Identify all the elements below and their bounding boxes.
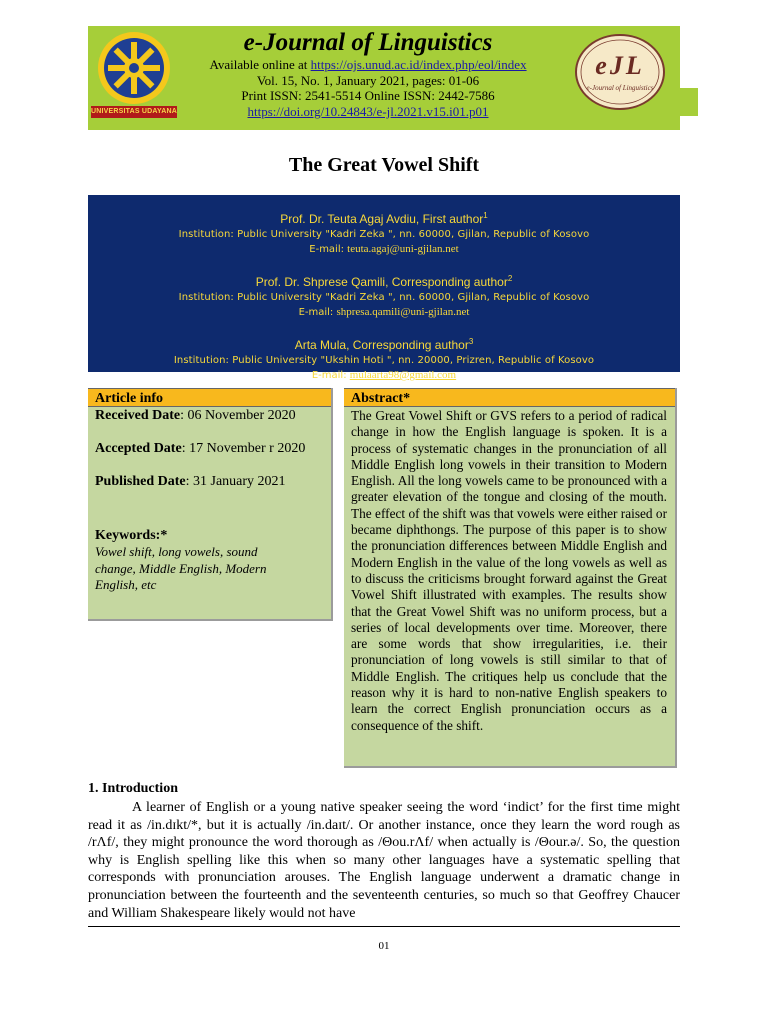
author-2-sup: 2 [507,274,513,283]
author-2-email-address[interactable]: shpresa.qamili@uni-gjilan.net [336,306,470,318]
author-2-email-label: E-mail: [298,307,337,318]
introduction-heading: 1. Introduction [88,781,178,796]
author-block [88,195,680,381]
keywords-heading: Keywords:* [95,528,168,543]
author-1-sup: 1 [483,211,488,220]
author-3-institution: Institution: Public University "Ukshin Hoti ", nn. 20000, Prizren, Republic of Kosovo [173,355,595,366]
author-1-email-label: E-mail: [309,244,348,255]
footer-divider [88,926,680,927]
published-date [95,474,331,490]
keywords-list: Vowel shift, long vowels, sound change, Middle English, Modern English, etc [95,544,267,592]
availability-prefix: Available online at [209,57,311,72]
ejl-journal-logo [574,32,666,112]
article-info-box [88,388,333,621]
accepted-date-label: Accepted Date [95,441,182,456]
abstract-box [344,388,677,768]
author-3-email [88,368,680,383]
author-1-name-text: Prof. Dr. Teuta Agaj Avdiu, First author [280,212,484,226]
accepted-date-value: : 17 November r 2020 [181,441,306,456]
received-date [95,408,331,424]
author-3-email-label: E-mail: [311,370,350,381]
accepted-date [95,441,331,457]
author-3-name-text: Arta Mula, Corresponding author [294,338,469,352]
received-date-value: : 06 November 2020 [180,408,296,423]
article-info-heading: Article info [88,388,331,407]
author-1-email-address[interactable]: teuta.agaj@uni-gjilan.net [347,243,459,255]
page-number: 01 [378,940,390,952]
doi-link[interactable]: https://doi.org/10.24843/e-jl.2021.v15.i01.p01 [247,103,489,119]
author-3-sup: 3 [468,337,474,346]
abstract-text: The Great Vowel Shift or GVS refers to a period of radical change in how the English language is spoken. It is a process of systematic changes in the pronunciation of all Middle English long vowels in their transition to Modern English. All the long vowels came to be pronounced with a greater elevation of the tongue and closing of the mouth. The effect of the shift was that vowels were either raised or became diphthongs. The purpose of this paper is to show the pronunciation differences between Middle English and Modern English in the value of the long vowels as well as to discuss the criticisms brought forward against the Great Vowel Shift illustrated with examples. The results show that the Great Vowel Shift was no uniform process, but a series of local developments over time. Moreover, there are some words that show irregularities, i.e. their pronunciation of long vowels is still similar to that of Middle English. The critiques help us conclude that the reason why it is hard to non-native English speakers to learn the correct English pronunciation occurs as a consequence of the shift. [351,408,667,733]
abstract-heading: Abstract* [344,388,675,407]
ejl-logo-caption: e-Journal of Linguistics [586,84,654,92]
ejl-logo-letters: eJL [595,51,645,80]
university-seal-caption: UNIVERSITAS UDAYANA [91,106,177,118]
introduction-text: A learner of English or a young native speaker seeing the word ‘indict’ for the first time might read it as /in.dɪkt/*, but it is actually /in.daɪt/. Or another instance, once they learn the word rough as /rΛf/, they might pronounce the word thorough as /Θou.rΛf/ when actually is /Θour.ə/. So, the question why is English spelling like this when so many other languages have a systematic spelling that corresponds with pronunciation arouses. The English language underwent a dramatic change in pronunciation between the fourteenth and the seventeenth centuries, so much so that Geoffrey Chaucer and William Shakespeare likely would not have [88,800,680,921]
paper-title: The Great Vowel Shift [288,154,480,176]
issn-line: Print ISSN: 2541-5514 Online ISSN: 2442-7586 [241,88,495,104]
journal-details [180,57,556,119]
author-3-email-address[interactable]: mulaarta98@gmail.com [349,369,457,381]
journal-title: e-Journal of Linguistics [243,29,493,56]
author-2-name [88,271,680,290]
published-date-label: Published Date [95,474,186,489]
author-2-institution: Institution: Public University "Kadri Zeka ", nn. 60000, Gjilan, Republic of Kosovo [178,292,590,303]
author-3-name [88,334,680,353]
volume-line: Vol. 15, No. 1, January 2021, pages: 01-06 [256,72,480,88]
header-banner-tab [680,88,698,116]
author-2-name-text: Prof. Dr. Shprese Qamili, Corresponding author [255,275,508,289]
author-1-institution: Institution: Public University "Kadri Zeka ", nn. 60000, Gjilan, Republic of Kosovo [178,229,590,240]
availability-line [180,57,556,73]
received-date-label: Received Date [95,408,181,423]
author-1-email [88,242,680,257]
journal-url-link[interactable]: https://ojs.unud.ac.id/index.php/eol/index [310,57,527,72]
author-1-name [88,208,680,227]
published-date-value: : 31 January 2021 [185,474,286,489]
author-2-email [88,305,680,320]
